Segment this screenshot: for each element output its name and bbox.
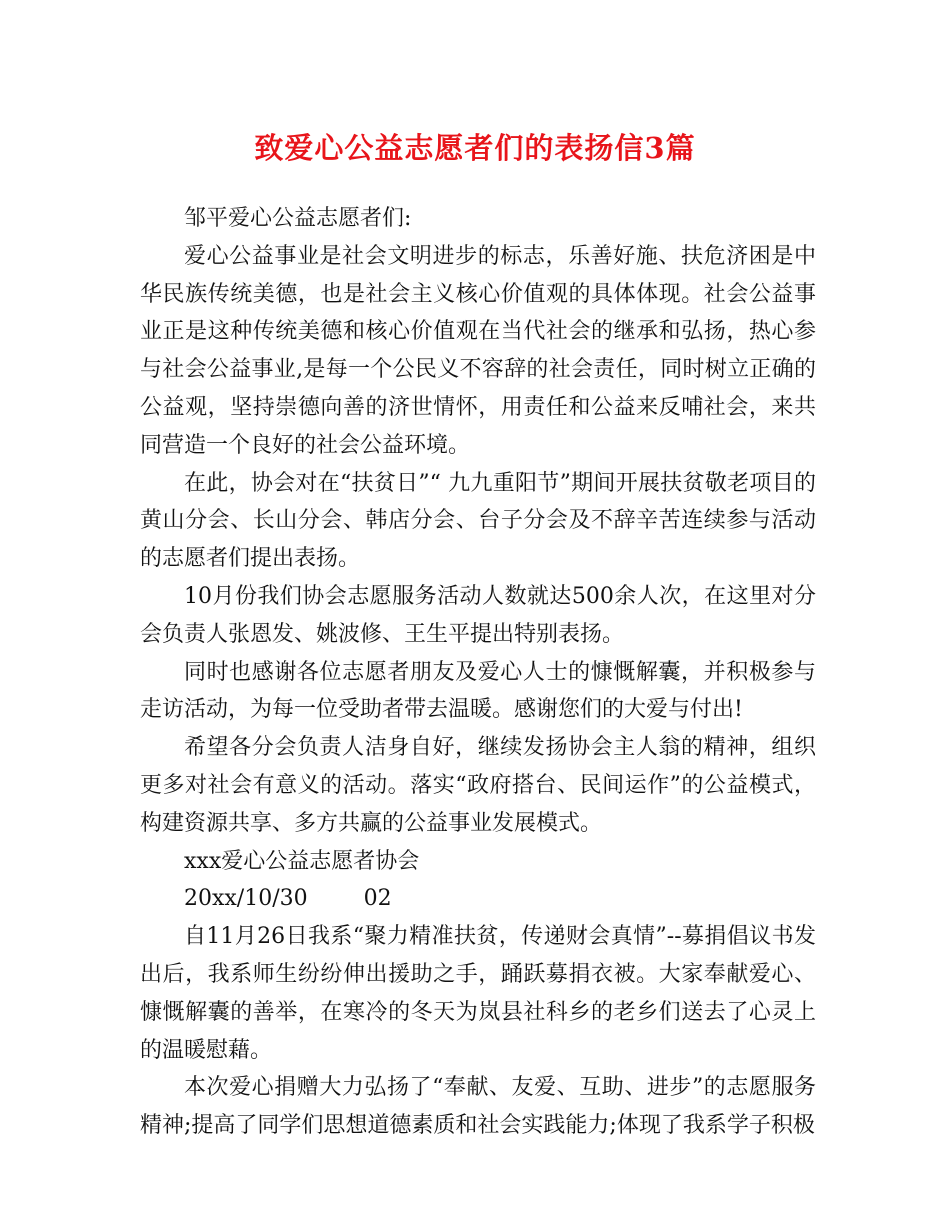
signature: xxx爱心公益志愿者协会 — [184, 848, 420, 874]
paragraph: 希望各分会负责人洁身自好，继续发扬协会主人翁的精神，组织更多对社会有意义的活动。落实“政府搭台、民间运作”的公益模式，构建资源共享、多方共赢的公益事业发展模式。 — [140, 735, 816, 836]
paragraph: 爱心公益事业是社会文明进步的标志，乐善好施、扶危济困是中华民族传统美德，也是社会主义核心价值观的具体体现。社会公益事业正是这种传统美德和核心价值观在当代社会的继承和弘扬，热心参与社会公益事业,是每一个公民义不容辞的社会责任，同时树立正确的公益观，坚持崇德向善的济世情怀，用责任和公益来反哺社会，来共同营造一个良好的社会公益环境。 — [140, 243, 816, 458]
document-title: 致爱心公益志愿者们的表扬信3篇 — [254, 131, 696, 165]
paragraph: 自11月26日我系“聚力精准扶贫，传递财会真情”--募捐倡议书发出后，我系师生纷纷伸出援助之手，踊跃募捐衣被。大家奉献爱心、慷慨解囊的善举，在寒冷的冬天为岚县社科乡的老乡们送去了心灵上的温暖慰藉。 — [140, 924, 816, 1063]
paragraph: 10月份我们协会志愿服务活动人数就达500余人次，在这里对分会负责人张恩发、姚波修、王生平提出特别表扬。 — [140, 583, 816, 647]
document-body — [140, 200, 816, 1145]
paragraph: 同时也感谢各位志愿者朋友及爱心人士的慷慨解囊，并积极参与走访活动，为每一位受助者带去温暖。感谢您们的大爱与付出! — [140, 659, 816, 723]
greeting: 邹平爱心公益志愿者们: — [184, 206, 412, 231]
paragraph: 本次爱心捐赠大力弘扬了“奉献、友爱、互助、进步”的志愿服务精神;提高了同学们思想道德素质和社会实践能力;体现了我系学子积极 — [140, 1075, 816, 1139]
section-number: 02 — [363, 886, 392, 912]
date: 20xx/10/30 — [184, 886, 308, 912]
paragraph: 在此，协会对在“扶贫日”“ 九九重阳节”期间开展扶贫敬老项目的黄山分会、长山分会、韩店分会、台子分会及不辞辛苦连续参与活动的志愿者们提出表扬。 — [140, 470, 816, 572]
date-line — [140, 880, 816, 918]
